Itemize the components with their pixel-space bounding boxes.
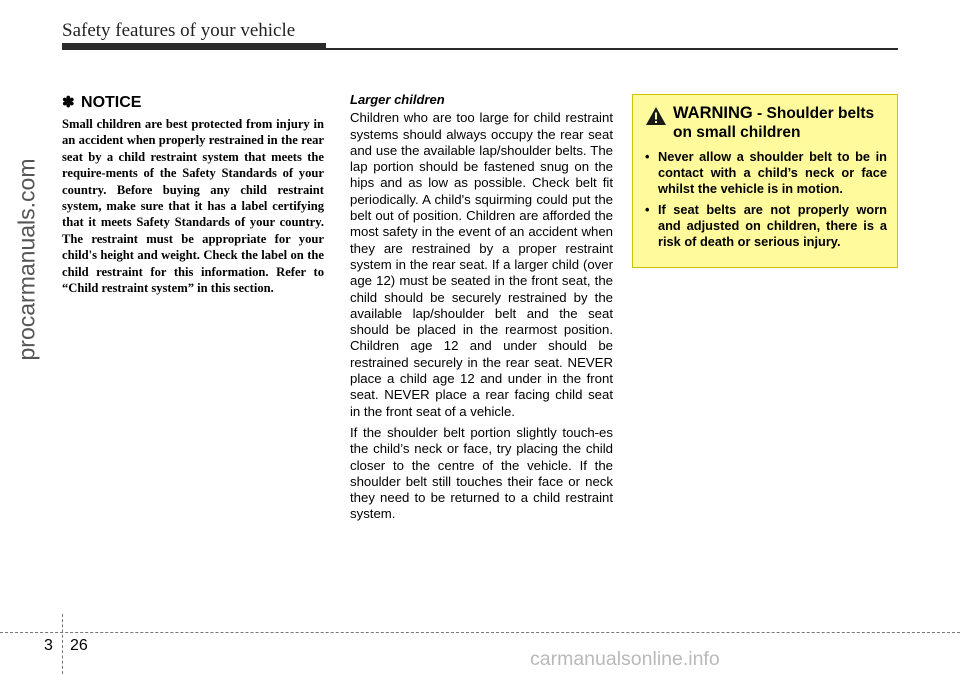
notice-heading xyxy=(62,93,324,112)
warning-label: WARNING xyxy=(673,104,753,122)
header-rule xyxy=(326,48,898,50)
footer-watermark[interactable]: carmanualsonline.info xyxy=(530,648,720,670)
larger-children-paragraph-2: If the shoulder belt portion slightly touch-es the child’s neck or face, try placing the child closer to the centre of the vehicle. If the shoulder belt still touches their face or neck they need to be returned to a child restraint system. xyxy=(350,424,613,522)
footer-divider xyxy=(0,632,960,633)
warning-list xyxy=(645,149,887,250)
notice-heading-text: NOTICE xyxy=(81,94,142,111)
warning-item xyxy=(645,202,887,250)
notice-mark-icon: ✽ xyxy=(62,94,75,111)
warning-title xyxy=(673,104,887,142)
warning-triangle-icon xyxy=(645,106,667,126)
larger-children-section xyxy=(350,92,613,528)
header-title: Safety features of your vehicle xyxy=(62,20,296,41)
page-number: 26 xyxy=(70,637,88,654)
header-bar xyxy=(62,43,326,50)
warning-title-text: - Shoulder belts on small children xyxy=(673,105,875,141)
bullet-icon: • xyxy=(645,149,650,164)
warning-item xyxy=(645,149,887,197)
larger-children-heading: Larger children xyxy=(350,92,445,107)
larger-children-paragraph-1: Children who are too large for child restraint systems should always occupy the rear seat and use the available lap/shoulder belts. The lap portion should be fastened snug on the hips and as low as possible. Check belt fit periodically. A child's squirming could put the belt out of position. Children are afforded the most safety in the event of an accident when they are restrained by a proper restraint system in the rear seat. If a larger child (over age 12) must be seated in the front seat, the child should be securely restrained by the available lap/shoulder belt and the seat should be placed in the rearmost position. Children age 12 and under should be restrained securely in the rear seat. NEVER place a child age 12 and under in the front seat. NEVER place a rear facing child seat in the front seat of a vehicle. xyxy=(350,110,613,419)
section-number: 3 xyxy=(44,637,53,654)
side-watermark[interactable]: procarmanuals.com xyxy=(13,158,40,361)
warning-box xyxy=(632,94,898,268)
notice-body: Small children are best protected from injury in an accident when properly restrained in the rear seat by a child restraint system that meets the require-ments of the Safety Standards of your country. Before buying any child restraint system, make sure that it has a label certifying that it meets Safety Standards of your country. The restraint must be appropriate for your child's height and weight. Check the label on the child restraint for this information. Refer to “Child restraint system” in this section. xyxy=(62,117,324,296)
notice-section xyxy=(62,93,324,296)
bullet-icon: • xyxy=(645,202,650,217)
warning-item-text: Never allow a shoulder belt to be in contact with a child’s neck or face whilst the vehicle is in motion. xyxy=(658,149,887,196)
warning-item-text: If seat belts are not properly worn and adjusted on children, there is a risk of death or serious injury. xyxy=(658,202,887,249)
warning-header xyxy=(645,104,887,142)
footer-vertical-divider xyxy=(62,614,63,674)
